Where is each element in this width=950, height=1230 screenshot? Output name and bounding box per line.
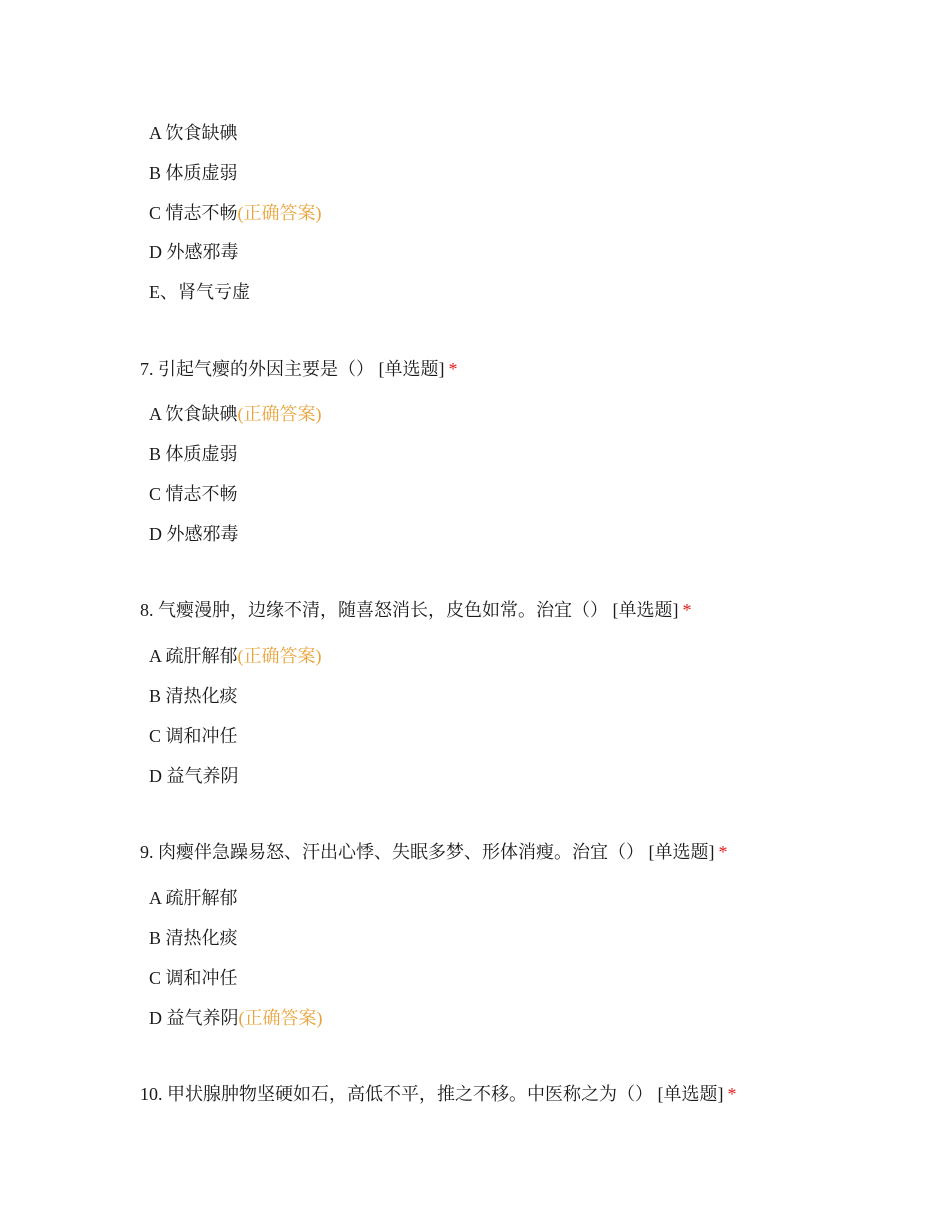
- question-title: [140, 840, 728, 864]
- option-d[interactable]: [149, 764, 239, 788]
- option-label: D 益气养阴: [149, 766, 239, 786]
- option-label: A 饮食缺碘: [149, 404, 238, 424]
- option-b[interactable]: [149, 684, 238, 708]
- required-mark: *: [682, 600, 692, 620]
- correct-answer-tag: (正确答案): [237, 203, 322, 223]
- option-label: C 情志不畅: [149, 203, 238, 223]
- option-c[interactable]: [149, 201, 322, 225]
- option-b[interactable]: [149, 442, 238, 466]
- correct-answer-tag: (正确答案): [237, 404, 322, 424]
- correct-answer-tag: (正确答案): [238, 1008, 323, 1028]
- question-text: 8. 气瘿漫肿，边缘不清，随喜怒消长，皮色如常。治宜（）: [140, 600, 608, 620]
- question-text: 7. 引起气瘿的外因主要是（）: [140, 359, 374, 379]
- option-label: B 清热化痰: [149, 686, 238, 706]
- option-d[interactable]: [149, 240, 239, 264]
- option-label: D 外感邪毒: [149, 524, 239, 544]
- option-label: A 疏肝解郁: [149, 646, 238, 666]
- option-label: B 体质虚弱: [149, 444, 238, 464]
- required-mark: *: [718, 842, 728, 862]
- question-title: [140, 357, 458, 381]
- option-label: E、肾气亏虚: [149, 282, 250, 302]
- option-label: B 清热化痰: [149, 928, 238, 948]
- required-mark: *: [727, 1084, 737, 1104]
- option-a[interactable]: [149, 886, 238, 910]
- question-type-tag: [单选题]: [612, 600, 679, 620]
- option-a[interactable]: [149, 121, 238, 145]
- option-label: A 饮食缺碘: [149, 123, 238, 143]
- option-a[interactable]: [149, 402, 322, 426]
- question-text: 9. 肉瘿伴急躁易怒、汗出心悸、失眠多梦、形体消瘦。治宜（）: [140, 842, 644, 862]
- question-type-tag: [单选题]: [648, 842, 715, 862]
- option-c[interactable]: [149, 724, 238, 748]
- option-label: A 疏肝解郁: [149, 888, 238, 908]
- option-b[interactable]: [149, 926, 238, 950]
- question-type-tag: [单选题]: [378, 359, 445, 379]
- option-label: D 益气养阴: [149, 1008, 239, 1028]
- option-e[interactable]: [149, 280, 250, 304]
- option-label: B 体质虚弱: [149, 163, 238, 183]
- option-c[interactable]: [149, 482, 238, 506]
- question-title: [140, 1082, 737, 1106]
- required-mark: *: [448, 359, 458, 379]
- question-text: 10. 甲状腺肿物坚硬如石，高低不平，推之不移。中医称之为（）: [140, 1084, 653, 1104]
- option-label: C 调和冲任: [149, 968, 238, 988]
- option-c[interactable]: [149, 966, 238, 990]
- option-d[interactable]: [149, 522, 239, 546]
- option-a[interactable]: [149, 644, 322, 668]
- correct-answer-tag: (正确答案): [237, 646, 322, 666]
- option-d[interactable]: [149, 1006, 323, 1030]
- option-label: D 外感邪毒: [149, 242, 239, 262]
- question-type-tag: [单选题]: [657, 1084, 724, 1104]
- option-b[interactable]: [149, 161, 238, 185]
- option-label: C 调和冲任: [149, 726, 238, 746]
- question-title: [140, 598, 692, 622]
- option-label: C 情志不畅: [149, 484, 238, 504]
